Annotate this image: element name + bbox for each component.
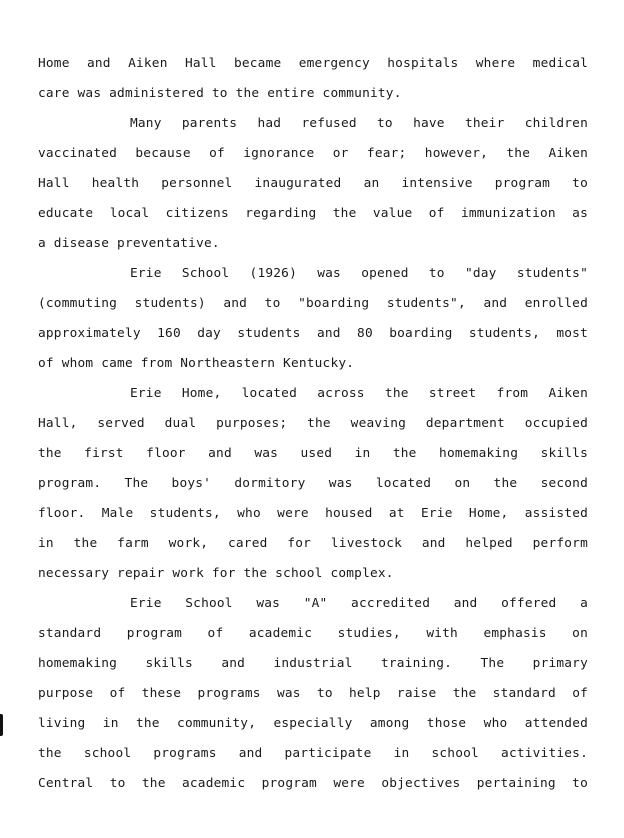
text-line: care was administered to the entire community. bbox=[38, 86, 402, 101]
text-line: Erie School (1926) was opened to "day students" bbox=[130, 266, 588, 281]
text-line: Central to the academic program were objectives pertaining to bbox=[38, 776, 588, 791]
text-line: Hall, served dual purposes; the weaving department occupied bbox=[38, 416, 588, 431]
text-line: vaccinated because of ignorance or fear; however, the Aiken bbox=[38, 146, 588, 161]
text-line: Many parents had refused to have their children bbox=[130, 116, 588, 131]
text-line: purpose of these programs was to help raise the standard of bbox=[38, 686, 588, 701]
text-line: Hall health personnel inaugurated an intensive program to bbox=[38, 176, 588, 191]
text-line: Erie Home, located across the street from Aiken bbox=[130, 386, 588, 401]
text-line: the school programs and participate in school activities. bbox=[38, 746, 588, 761]
text-line: necessary repair work for the school complex. bbox=[38, 566, 394, 581]
text-line: Home and Aiken Hall became emergency hospitals where medical bbox=[38, 56, 588, 71]
text-line: floor. Male students, who were housed at Erie Home, assisted bbox=[38, 506, 588, 521]
text-line: Erie School was "A" accredited and offered a bbox=[130, 596, 588, 611]
text-line: living in the community, especially among those who attended bbox=[38, 716, 588, 731]
text-line: a disease preventative. bbox=[38, 236, 220, 251]
text-line: in the farm work, cared for livestock and helped perform bbox=[38, 536, 588, 551]
text-line: approximately 160 day students and 80 boarding students, most bbox=[38, 326, 588, 341]
text-line: standard program of academic studies, with emphasis on bbox=[38, 626, 588, 641]
text-line: program. The boys' dormitory was located on the second bbox=[38, 476, 588, 491]
margin-binding-mark bbox=[0, 714, 3, 736]
text-line: the first floor and was used in the homemaking skills bbox=[38, 446, 588, 461]
text-line: educate local citizens regarding the value of immunization as bbox=[38, 206, 588, 221]
text-line: (commuting students) and to "boarding students", and enrolled bbox=[38, 296, 588, 311]
text-line: of whom came from Northeastern Kentucky. bbox=[38, 356, 355, 371]
text-line: homemaking skills and industrial training. The primary bbox=[38, 656, 588, 671]
